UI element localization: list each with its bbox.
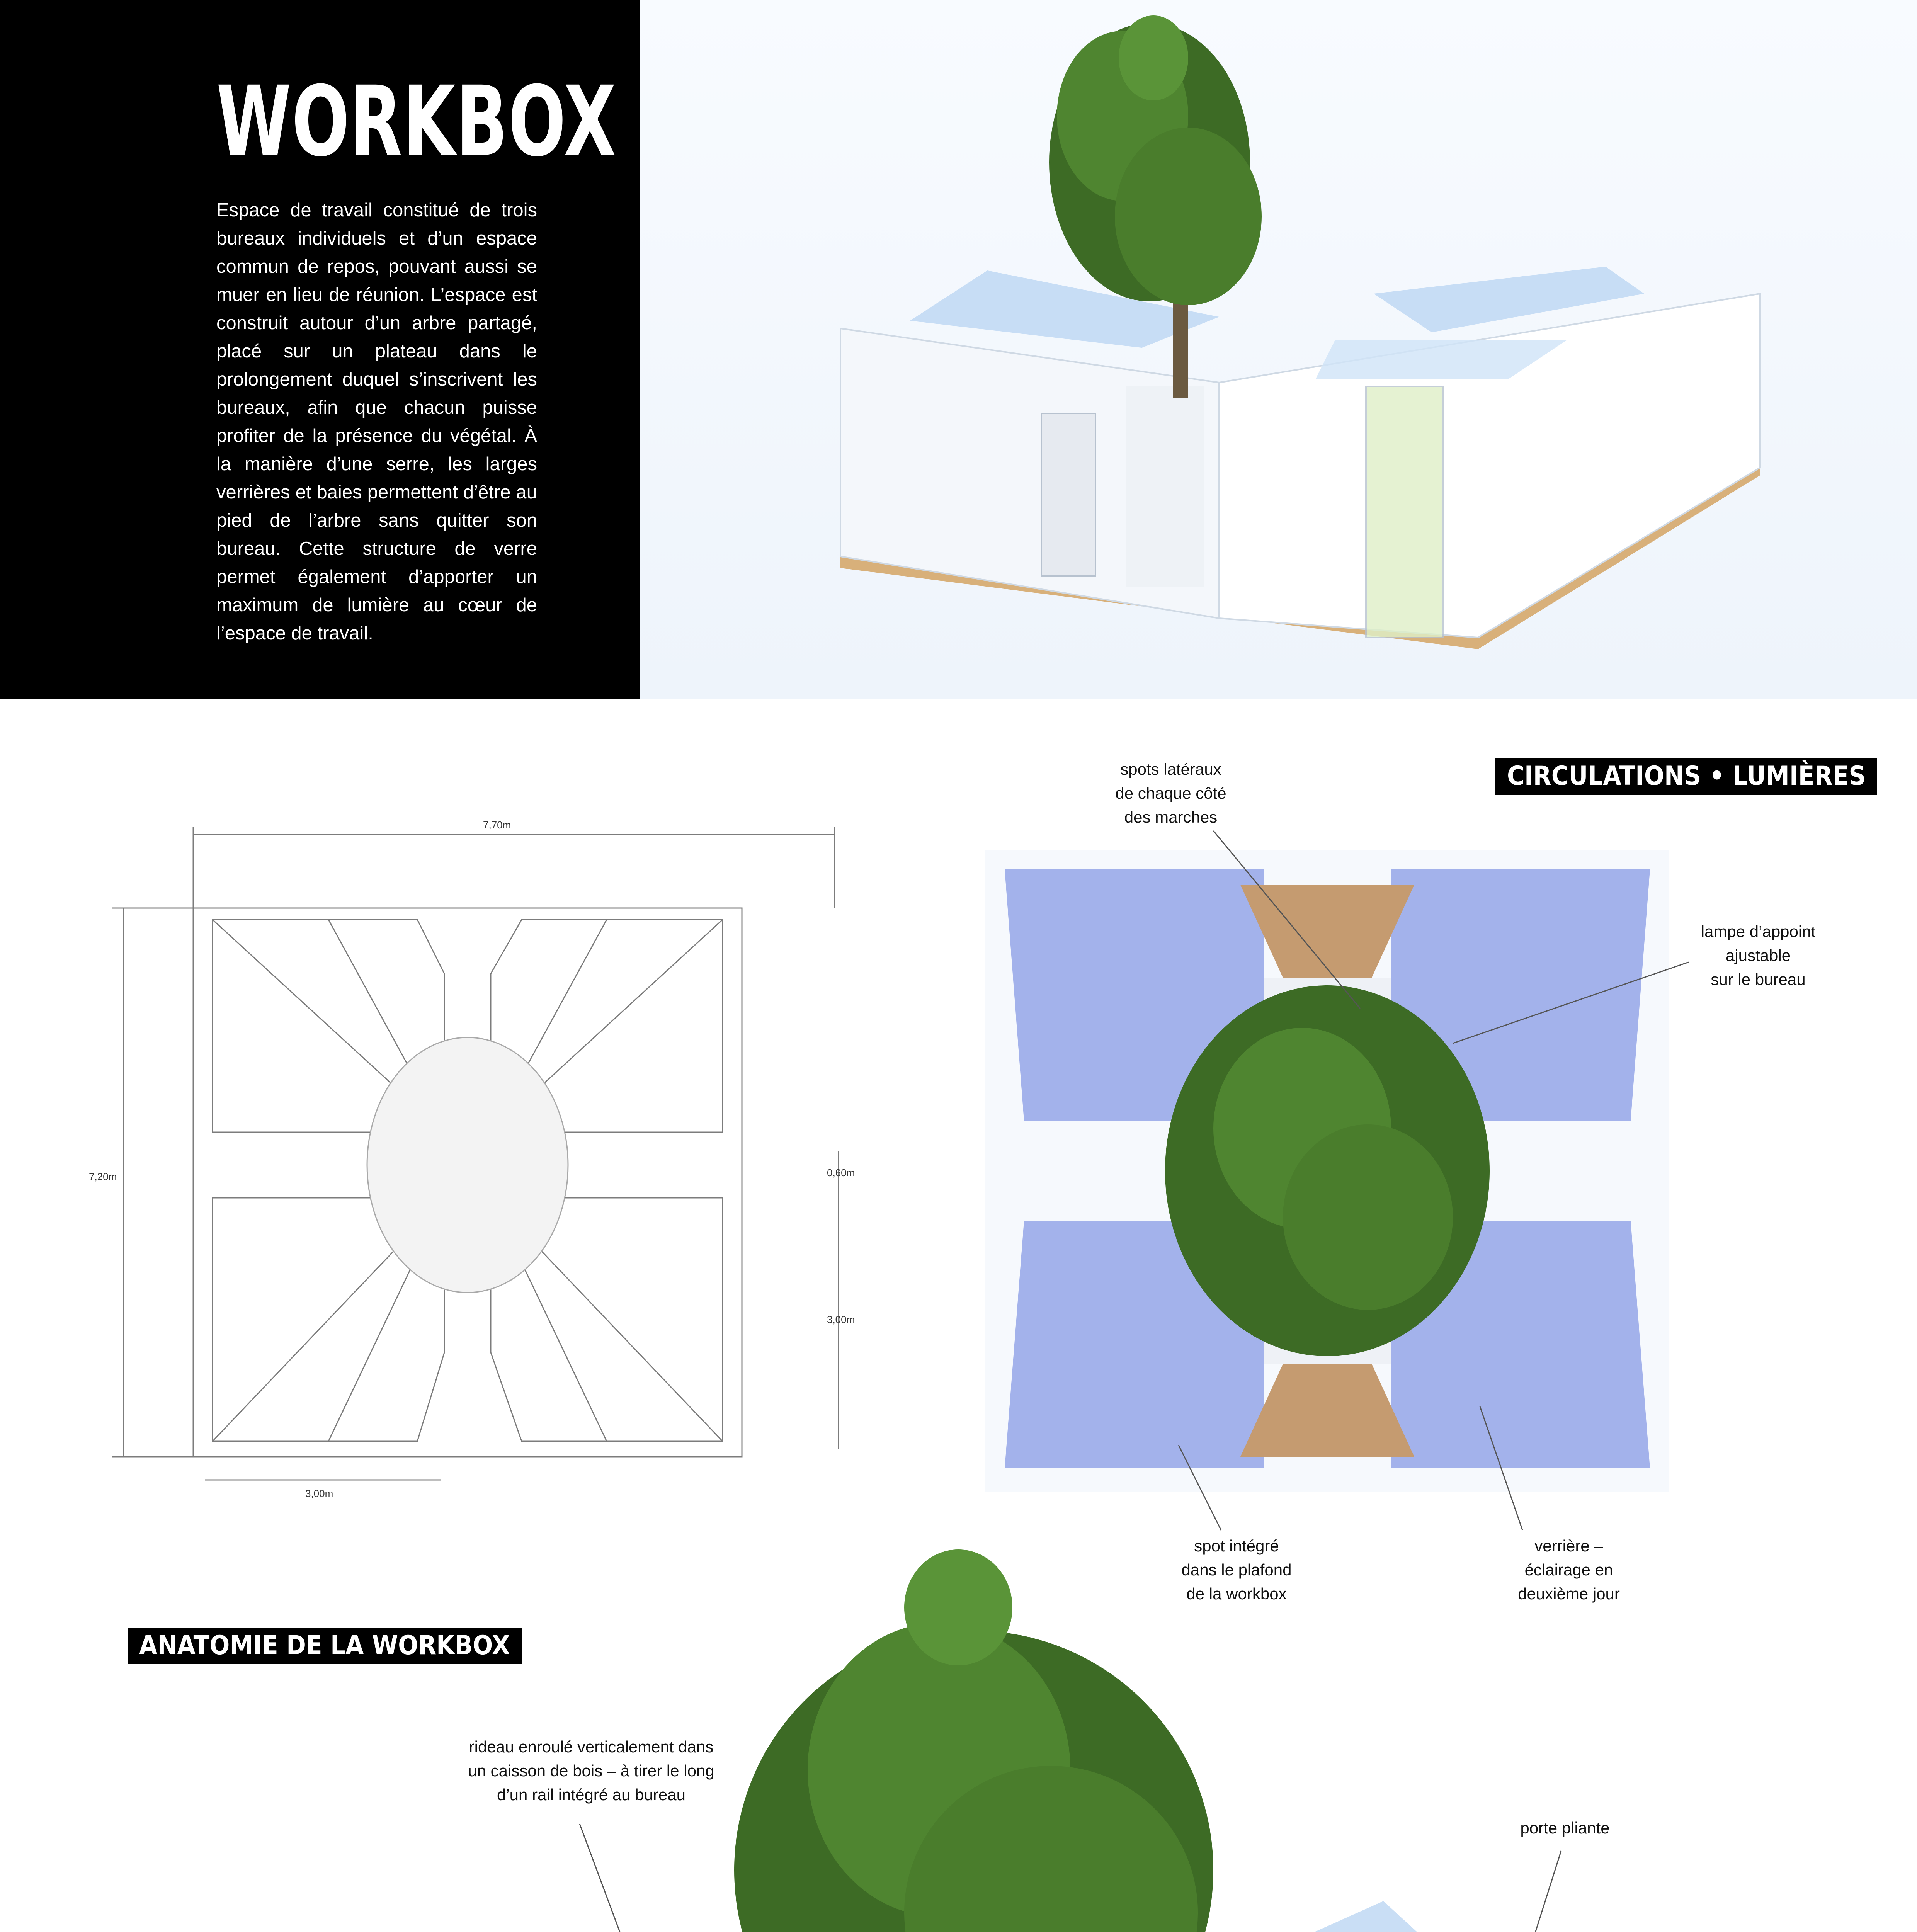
dim-height: 7,20m [89,1171,117,1182]
top-view-illustration [985,850,1669,1492]
note-verriere: verrière – éclairage en deuxième jour [1518,1537,1620,1603]
anatomy-title: ANATOMIE DE LA WORKBOX [128,1628,522,1664]
note-porte: porte pliante [1520,1819,1610,1837]
page-title: WORKBOX [216,65,617,178]
floor-plan [89,811,869,1507]
circulations-title: CIRCULATIONS • LUMIÈRES [1495,758,1877,795]
note-spot-integre: spot intégré dans le plafond de la workbox [1181,1537,1292,1603]
note-spots: spots latéraux de chaque côté des marches [1115,760,1226,826]
hero-render [640,0,1917,699]
dim-width: 7,70m [483,819,511,831]
dim-gap: 0,60m [827,1167,855,1179]
dim-module-bottom: 3,00m [305,1488,333,1499]
intro-text: Espace de travail constitué de trois bureaux individuels et d’un espace commun de repos, pouvant aussi se muer en lieu de réunion. L’espace est construit autour d’un arbre partagé, placé sur un plateau dans le prolongement duquel s’inscrivent les bureaux, afin que chacun puisse profiter de la présence du végétal. À la manière d’une serre, les larges verrières et baies permettent d’être au pied de l’arbre sans quitter son bureau. Cette structure de verre permet également d’apporter un maximum de lumière au cœur de l’espace de travail. [216,200,537,644]
note-lamp: lampe d’appoint ajustable sur le bureau [1701,922,1816,988]
top-view-render [985,850,1669,1492]
floor-plan-lines [97,811,869,1507]
note-rideau: rideau enroulé verticalement dans un caisson de bois – à tirer le long d’un rail intégré au bureau [468,1738,714,1804]
hero-render-illustration [640,0,1917,699]
dim-module-right: 3,00m [827,1314,855,1325]
